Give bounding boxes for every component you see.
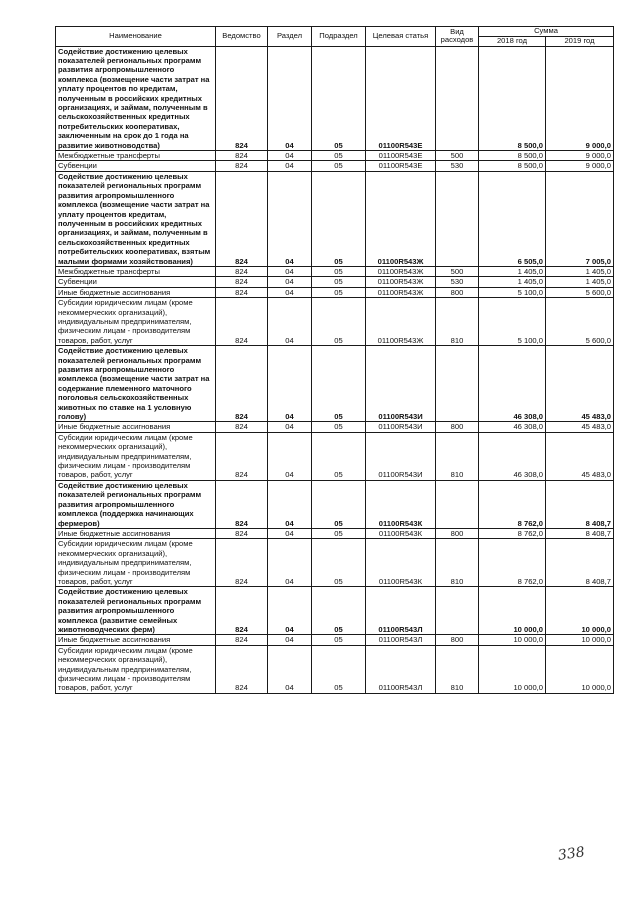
cell-expense-type [436, 587, 479, 635]
cell-subsection: 05 [312, 151, 366, 161]
cell-department: 824 [216, 151, 268, 161]
table-row [56, 298, 614, 346]
cell-name: Иные бюджетные ассигнования [56, 635, 216, 645]
cell-section: 04 [268, 587, 312, 635]
cell-target-article: 01100R543Ж [366, 266, 436, 276]
cell-department: 824 [216, 346, 268, 422]
cell-department: 824 [216, 480, 268, 528]
cell-sum-2018: 10 000,0 [479, 645, 546, 693]
cell-expense-type: 500 [436, 151, 479, 161]
cell-name: Иные бюджетные ассигнования [56, 287, 216, 297]
cell-subsection: 05 [312, 346, 366, 422]
cell-department: 824 [216, 528, 268, 538]
cell-section: 04 [268, 298, 312, 346]
cell-sum-2018: 1 405,0 [479, 266, 546, 276]
cell-sum-2018: 46 308,0 [479, 432, 546, 480]
cell-target-article: 01100R543Ж [366, 171, 436, 266]
table-row [56, 277, 614, 287]
cell-section: 04 [268, 645, 312, 693]
cell-section: 04 [268, 539, 312, 587]
cell-name: Содействие достижению целевых показателей региональных программ развития агропромышленного комплекса (развитие семейных животноводческих ферм) [56, 587, 216, 635]
cell-expense-type: 530 [436, 161, 479, 171]
table-row [56, 46, 614, 150]
cell-expense-type [436, 346, 479, 422]
table-row [56, 161, 614, 171]
cell-subsection: 05 [312, 266, 366, 276]
header-department: Ведомство [216, 27, 268, 47]
cell-name: Субсидии юридическим лицам (кроме некоммерческих организаций), индивидуальным предпринимателям, физическим лицам - производителям товаров, работ, услуг [56, 298, 216, 346]
cell-name: Межбюджетные трансферты [56, 151, 216, 161]
header-name: Наименование [56, 27, 216, 47]
cell-sum-2018: 8 500,0 [479, 161, 546, 171]
cell-section: 04 [268, 287, 312, 297]
cell-sum-2019: 1 405,0 [546, 277, 614, 287]
cell-sum-2018: 46 308,0 [479, 346, 546, 422]
cell-target-article: 01100R543Л [366, 587, 436, 635]
cell-department: 824 [216, 432, 268, 480]
cell-expense-type: 810 [436, 432, 479, 480]
cell-name: Иные бюджетные ассигнования [56, 422, 216, 432]
cell-target-article: 01100R543К [366, 480, 436, 528]
table-row [56, 539, 614, 587]
cell-sum-2018: 5 100,0 [479, 287, 546, 297]
cell-department: 824 [216, 587, 268, 635]
cell-sum-2019: 10 000,0 [546, 645, 614, 693]
table-row [56, 422, 614, 432]
cell-sum-2019: 8 408,7 [546, 480, 614, 528]
cell-department: 824 [216, 287, 268, 297]
table-row [56, 346, 614, 422]
cell-department: 824 [216, 171, 268, 266]
cell-name: Содействие достижению целевых показателей региональных программ развития агропромышленного комплекса (поддержка начинающих фермеров) [56, 480, 216, 528]
cell-sum-2018: 8 500,0 [479, 151, 546, 161]
cell-expense-type: 800 [436, 422, 479, 432]
cell-section: 04 [268, 266, 312, 276]
cell-target-article: 01100R543Л [366, 645, 436, 693]
cell-name: Субсидии юридическим лицам (кроме некоммерческих организаций), индивидуальным предпринимателям, физическим лицам - производителям товаров, работ, услуг [56, 645, 216, 693]
cell-expense-type: 530 [436, 277, 479, 287]
cell-section: 04 [268, 151, 312, 161]
cell-sum-2019: 9 000,0 [546, 161, 614, 171]
cell-expense-type: 800 [436, 528, 479, 538]
cell-subsection: 05 [312, 287, 366, 297]
cell-expense-type [436, 171, 479, 266]
cell-name: Субвенции [56, 161, 216, 171]
cell-subsection: 05 [312, 635, 366, 645]
header-year-2019: 2019 год [546, 37, 614, 47]
cell-target-article: 01100R543И [366, 422, 436, 432]
cell-sum-2019: 45 483,0 [546, 346, 614, 422]
header-expense-type: Вид расходов [436, 27, 479, 47]
cell-target-article: 01100R543Ж [366, 287, 436, 297]
cell-sum-2018: 1 405,0 [479, 277, 546, 287]
cell-sum-2018: 10 000,0 [479, 587, 546, 635]
cell-name: Содействие достижению целевых показателей региональных программ развития агропромышленного комплекса (возмещение части затрат на уплату процентов по кредитам, полученным в российских кредитных организациях, и займам, полученным в сельскохозяйственных кредитных потребительских кооперативах, заключенным на срок до 1 года на развитие животноводства) [56, 46, 216, 150]
cell-sum-2019: 9 000,0 [546, 151, 614, 161]
cell-sum-2019: 8 408,7 [546, 539, 614, 587]
cell-department: 824 [216, 277, 268, 287]
cell-department: 824 [216, 422, 268, 432]
cell-subsection: 05 [312, 480, 366, 528]
cell-subsection: 05 [312, 539, 366, 587]
cell-target-article: 01100R543И [366, 346, 436, 422]
cell-name: Иные бюджетные ассигнования [56, 528, 216, 538]
cell-target-article: 01100R543E [366, 161, 436, 171]
cell-subsection: 05 [312, 298, 366, 346]
cell-department: 824 [216, 46, 268, 150]
header-year-2018: 2018 год [479, 37, 546, 47]
table-row [56, 587, 614, 635]
cell-section: 04 [268, 161, 312, 171]
cell-sum-2019: 9 000,0 [546, 46, 614, 150]
cell-subsection: 05 [312, 587, 366, 635]
cell-sum-2018: 6 505,0 [479, 171, 546, 266]
cell-name: Субсидии юридическим лицам (кроме некоммерческих организаций), индивидуальным предпринимателям, физическим лицам - производителям товаров, работ, услуг [56, 432, 216, 480]
cell-expense-type: 800 [436, 287, 479, 297]
cell-section: 04 [268, 480, 312, 528]
cell-subsection: 05 [312, 528, 366, 538]
cell-target-article: 01100R543E [366, 46, 436, 150]
cell-target-article: 01100R543К [366, 528, 436, 538]
cell-section: 04 [268, 422, 312, 432]
budget-table [55, 26, 614, 694]
cell-sum-2019: 8 408,7 [546, 528, 614, 538]
cell-sum-2019: 1 405,0 [546, 266, 614, 276]
table-row [56, 266, 614, 276]
cell-sum-2018: 8 762,0 [479, 539, 546, 587]
cell-sum-2019: 10 000,0 [546, 587, 614, 635]
table-row [56, 171, 614, 266]
cell-department: 824 [216, 645, 268, 693]
cell-sum-2019: 7 005,0 [546, 171, 614, 266]
cell-target-article: 01100R543К [366, 539, 436, 587]
cell-section: 04 [268, 346, 312, 422]
cell-expense-type: 500 [436, 266, 479, 276]
cell-subsection: 05 [312, 277, 366, 287]
cell-sum-2019: 10 000,0 [546, 635, 614, 645]
cell-sum-2018: 46 308,0 [479, 422, 546, 432]
table-row [56, 645, 614, 693]
cell-expense-type: 800 [436, 635, 479, 645]
cell-expense-type: 810 [436, 645, 479, 693]
table-row [56, 635, 614, 645]
cell-sum-2018: 10 000,0 [479, 635, 546, 645]
cell-expense-type: 810 [436, 298, 479, 346]
table-row [56, 432, 614, 480]
cell-expense-type [436, 46, 479, 150]
cell-target-article: 01100R543Ж [366, 277, 436, 287]
cell-department: 824 [216, 266, 268, 276]
cell-name: Межбюджетные трансферты [56, 266, 216, 276]
cell-section: 04 [268, 171, 312, 266]
header-subsection: Подраздел [312, 27, 366, 47]
cell-target-article: 01100R543Ж [366, 298, 436, 346]
cell-section: 04 [268, 277, 312, 287]
cell-name: Субвенции [56, 277, 216, 287]
cell-section: 04 [268, 46, 312, 150]
cell-sum-2019: 5 600,0 [546, 298, 614, 346]
cell-subsection: 05 [312, 171, 366, 266]
cell-sum-2018: 8 762,0 [479, 480, 546, 528]
table-row [56, 528, 614, 538]
cell-department: 824 [216, 298, 268, 346]
cell-name: Содействие достижению целевых показателей региональных программ развития агропромышленного комплекса (возмещение части затрат на содержание племенного маточного поголовья сельскохозяйственных животных по ставке на 1 условную голову) [56, 346, 216, 422]
cell-sum-2019: 45 483,0 [546, 432, 614, 480]
cell-department: 824 [216, 539, 268, 587]
cell-sum-2018: 8 762,0 [479, 528, 546, 538]
cell-sum-2018: 5 100,0 [479, 298, 546, 346]
header-section: Раздел [268, 27, 312, 47]
budget-sheet [55, 26, 613, 694]
cell-sum-2018: 8 500,0 [479, 46, 546, 150]
cell-expense-type [436, 480, 479, 528]
table-row [56, 480, 614, 528]
cell-expense-type: 810 [436, 539, 479, 587]
cell-department: 824 [216, 161, 268, 171]
table-row [56, 151, 614, 161]
cell-subsection: 05 [312, 46, 366, 150]
cell-name: Субсидии юридическим лицам (кроме некоммерческих организаций), индивидуальным предпринимателям, физическим лицам - производителям товаров, работ, услуг [56, 539, 216, 587]
cell-target-article: 01100R543Л [366, 635, 436, 645]
cell-sum-2019: 5 600,0 [546, 287, 614, 297]
cell-department: 824 [216, 635, 268, 645]
cell-section: 04 [268, 528, 312, 538]
cell-subsection: 05 [312, 645, 366, 693]
cell-subsection: 05 [312, 432, 366, 480]
cell-subsection: 05 [312, 161, 366, 171]
cell-name: Содействие достижению целевых показателей региональных программ развития агропромышленного комплекса (возмещение части затрат на уплату процентов кредитам, полученным в российских кредитных организациях, и займам, полученным в сельскохозяйственных кредитных потребительских кооперативах, взятым малыми формами хозяйствования) [56, 171, 216, 266]
cell-subsection: 05 [312, 422, 366, 432]
cell-section: 04 [268, 635, 312, 645]
table-row [56, 287, 614, 297]
cell-section: 04 [268, 432, 312, 480]
cell-target-article: 01100R543И [366, 432, 436, 480]
page-number: 338 [557, 844, 586, 864]
header-target-article: Целевая статья [366, 27, 436, 47]
cell-sum-2019: 45 483,0 [546, 422, 614, 432]
header-sum: Сумма [479, 27, 614, 37]
cell-target-article: 01100R543E [366, 151, 436, 161]
